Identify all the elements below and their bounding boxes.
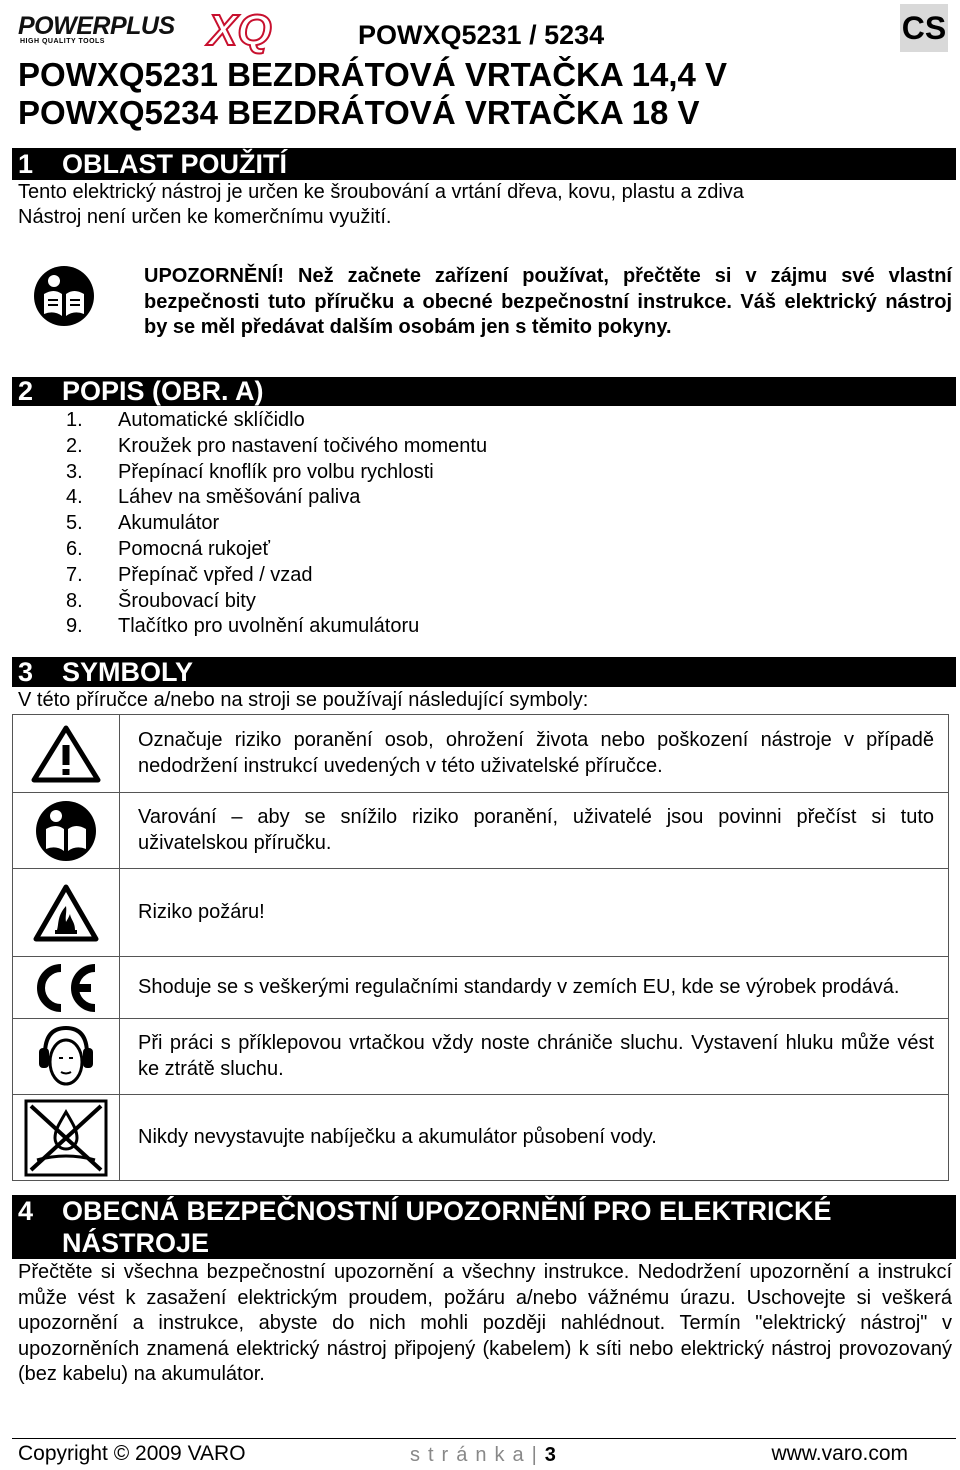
- logo-tagline: HIGH QUALITY TOOLS: [20, 38, 105, 45]
- section-1-heading: [12, 148, 956, 180]
- table-row: [13, 957, 949, 1019]
- page-title-line-2: POWXQ5234 BEZDRÁTOVÁ VRTAČKA 18 V: [18, 94, 700, 131]
- section-2-heading: [12, 377, 956, 406]
- list-item: 7. Přepínač vpřed / vzad: [66, 563, 313, 586]
- language-badge: CS: [900, 4, 948, 52]
- page-label: stránka: [410, 1444, 532, 1466]
- brand-logo: [18, 6, 278, 55]
- safety-warning-text: UPOZORNĚNÍ! Než začnete zařízení používat, přečtěte si v zájmu své vlastní bezpečnosti tuto příručku a obecné bezpečnostní instrukce. Váš elektrický nástroj by se měl předávat dalším osobám jen s těmito pokyny.: [144, 265, 952, 338]
- page-indicator: [410, 1444, 556, 1467]
- section-title: OBLAST POUŽITÍ: [62, 149, 287, 179]
- list-item: 9. Tlačítko pro uvolnění akumulátoru: [66, 615, 420, 638]
- list-item: 5. Akumulátor: [66, 512, 220, 535]
- section-number: 4: [18, 1196, 34, 1226]
- logo-xq-mark: XQ: [208, 6, 272, 55]
- fire-hazard-icon: [13, 869, 120, 957]
- model-number: POWXQ5231 / 5234: [358, 20, 605, 50]
- symbol-description: Označuje riziko poranění osob, ohrožení života nebo poškození nástroje v případě nedodržení instrukcí uvedených v této uživatelské příručce.: [120, 715, 949, 793]
- symbol-description: Varování – aby se snížilo riziko poranění, uživatelé jsou povinni přečíst si tuto uživatelskou příručku.: [120, 793, 949, 869]
- list-item: 3. Přepínací knoflík pro volbu rychlosti: [66, 460, 434, 483]
- section-title-line-1: OBECNÁ BEZPEČNOSTNÍ UPOZORNĚNÍ PRO ELEKTRICKÉ: [62, 1196, 832, 1226]
- copyright: Copyright © 2009 VARO: [18, 1442, 246, 1465]
- table-row: [13, 715, 949, 793]
- page-title-line-1: POWXQ5231 BEZDRÁTOVÁ VRTAČKA 14,4 V: [18, 56, 728, 93]
- footer-divider: [12, 1438, 956, 1439]
- section-title-line-2: NÁSTROJE: [62, 1228, 210, 1258]
- table-row: [13, 1095, 949, 1181]
- ear-protection-icon: [13, 1019, 120, 1095]
- section-number: 1: [18, 149, 34, 179]
- warning-triangle-icon: [13, 715, 120, 793]
- table-row: [13, 793, 949, 869]
- list-item: 4. Láhev na směšování paliva: [66, 486, 361, 509]
- list-item: 1. Automatické sklíčidlo: [66, 409, 305, 431]
- symbol-description: Riziko požáru!: [120, 869, 949, 957]
- read-manual-icon: [13, 793, 120, 869]
- table-row: [13, 869, 949, 957]
- section-title: POPIS (OBR. A): [62, 376, 264, 406]
- section-1-line-2: Nástroj není určen ke komerčnímu využití.: [18, 206, 392, 228]
- symbols-intro: V této příručce a/nebo na stroji se používají následující symboly:: [18, 689, 589, 711]
- section-1-line-1: Tento elektrický nástroj je určen ke šroubování a vrtání dřeva, kovu, plastu a zdiva: [18, 181, 744, 203]
- list-item: 6. Pomocná rukojeť: [66, 537, 271, 560]
- section-title: SYMBOLY: [62, 657, 194, 687]
- table-row: [13, 1019, 949, 1095]
- logo-wordmark: POWERPLUS: [18, 12, 175, 40]
- no-water-exposure-icon: [13, 1095, 120, 1181]
- symbols-table: [12, 714, 949, 1181]
- ce-mark-icon: [13, 957, 120, 1019]
- list-item: 2. Kroužek pro nastavení točivého momentu: [66, 434, 488, 457]
- symbol-description: Nikdy nevystavujte nabíječku a akumulátor působení vody.: [120, 1095, 949, 1181]
- read-manual-icon: [32, 264, 96, 328]
- section-3-heading: [12, 657, 956, 687]
- page-number: 3: [544, 1444, 556, 1466]
- symbol-description: Při práci s příklepovou vrtačkou vždy noste chrániče sluchu. Vystavení hluku může vést ke ztrátě sluchu.: [120, 1019, 949, 1095]
- section-4-text: Přečtěte si všechna bezpečnostní upozornění a všechny instrukce. Nedodržení upozornění a instrukcí může vést k zasažení elektrickým proudem, požáru a/nebo vážnému úrazu. Uschovejte si veškerá upozornění a instrukce, abyste do nich mohli později nahlédnout. Termín "elektrický nástroj" v upozorněních znamená elektrický nástroj připojený (kabelem) k síti nebo elektrický nástroj provozovaný (bez kabelu) na akumulátor.: [18, 1261, 952, 1385]
- section-number: 3: [18, 657, 34, 687]
- list-item: 8. Šroubovací bity: [66, 589, 256, 612]
- section-4-heading: [12, 1195, 956, 1259]
- symbol-description: Shoduje se s veškerými regulačními standardy v zemích EU, kde se výrobek prodává.: [120, 957, 949, 1019]
- page-separator: |: [531, 1444, 545, 1466]
- section-number: 2: [18, 376, 34, 406]
- website-link[interactable]: www.varo.com: [771, 1442, 908, 1465]
- parts-list: [66, 408, 487, 640]
